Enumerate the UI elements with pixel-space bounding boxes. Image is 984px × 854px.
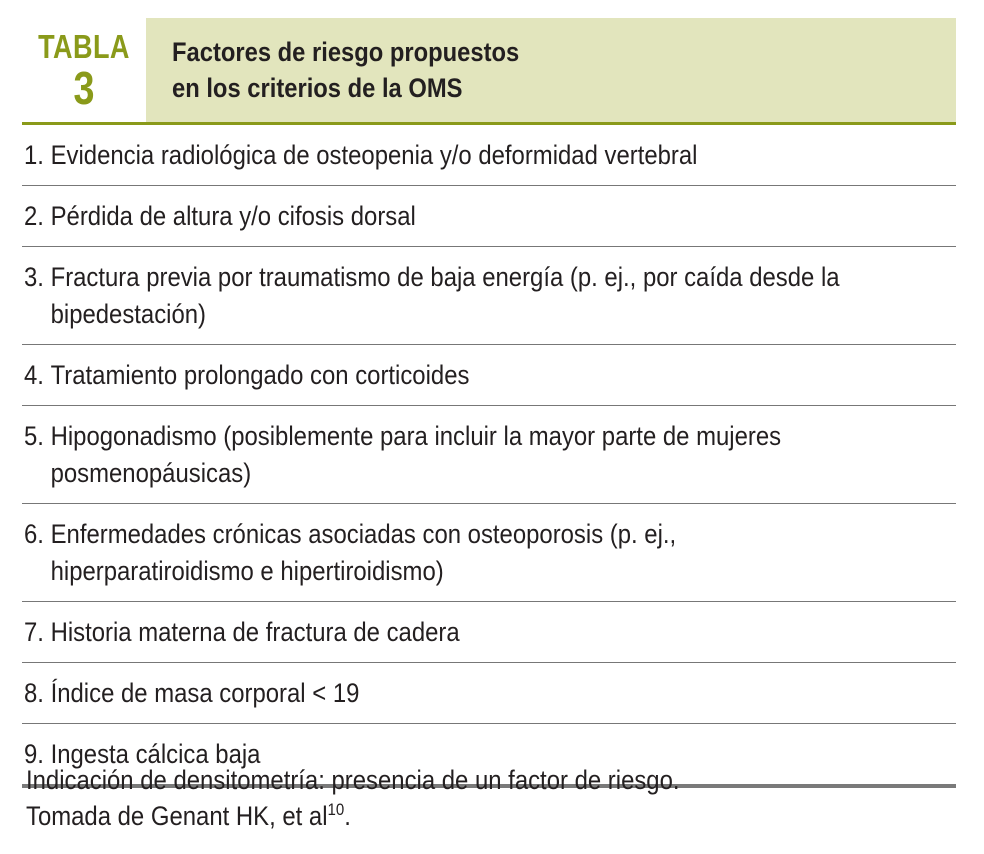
- table-row-content: [24, 675, 849, 712]
- row-number: 5.: [24, 421, 44, 451]
- row-text: Fractura previa por traumatismo de baja energía (p. ej., por caída desde la bipedestación): [50, 262, 840, 329]
- table-row: [22, 406, 956, 504]
- table-row-content: [24, 198, 849, 235]
- table-row: [22, 345, 956, 406]
- table-row: [22, 125, 956, 186]
- footnote-source: Tomada de Genant HK, et al: [26, 801, 328, 831]
- row-number: 3.: [24, 262, 44, 292]
- table-row-content: [24, 418, 849, 492]
- table-row: [22, 247, 956, 345]
- table-label-number: 3: [73, 61, 95, 114]
- footnote-end: .: [344, 801, 351, 831]
- table-row: [22, 663, 956, 724]
- row-text: Ingesta cálcica baja: [50, 739, 261, 769]
- table-label: [33, 18, 135, 122]
- footnote-reference: 10: [327, 800, 345, 819]
- row-text: Pérdida de altura y/o cifosis dorsal: [50, 201, 416, 231]
- footnote-line-1: Indicación de densitometría: presencia de un factor de riesgo.: [26, 765, 680, 795]
- table-label-word: TABLA: [38, 27, 130, 65]
- row-number: 6.: [24, 519, 44, 549]
- row-text: Enfermedades crónicas asociadas con osteoporosis (p. ej., hiperparatiroidismo e hipertiroidismo): [50, 519, 677, 586]
- table-title: [172, 34, 519, 106]
- row-text: Evidencia radiológica de osteopenia y/o deformidad vertebral: [50, 140, 698, 170]
- table-row-content: [24, 137, 849, 174]
- row-number: 4.: [24, 360, 44, 390]
- row-number: 2.: [24, 201, 44, 231]
- row-text: Índice de masa corporal < 19: [50, 678, 360, 708]
- table-row-content: [24, 516, 849, 590]
- row-text: Hipogonadismo (posiblemente para incluir la mayor parte de mujeres posmenopáusicas): [50, 421, 782, 488]
- table-header: [22, 18, 956, 125]
- table-row: [22, 504, 956, 602]
- table-row: [22, 186, 956, 247]
- row-number: 8.: [24, 678, 44, 708]
- row-number: 1.: [24, 140, 44, 170]
- table-footnote: [26, 762, 680, 834]
- table-title-box: [146, 18, 956, 122]
- table-row-content: [24, 259, 849, 333]
- table-title-line-1: Factores de riesgo propuestos: [172, 37, 520, 67]
- table-row: [22, 602, 956, 663]
- risk-factor-list: [22, 125, 956, 788]
- table-row-content: [24, 614, 849, 651]
- row-number: 7.: [24, 617, 44, 647]
- table-row-content: [24, 357, 849, 394]
- row-text: Historia materna de fractura de cadera: [50, 617, 460, 647]
- table: [22, 18, 956, 788]
- row-text: Tratamiento prolongado con corticoides: [50, 360, 470, 390]
- table-title-line-2: en los criterios de la OMS: [172, 73, 463, 103]
- row-number: 9.: [24, 739, 44, 769]
- footnote-line-2: [26, 798, 680, 834]
